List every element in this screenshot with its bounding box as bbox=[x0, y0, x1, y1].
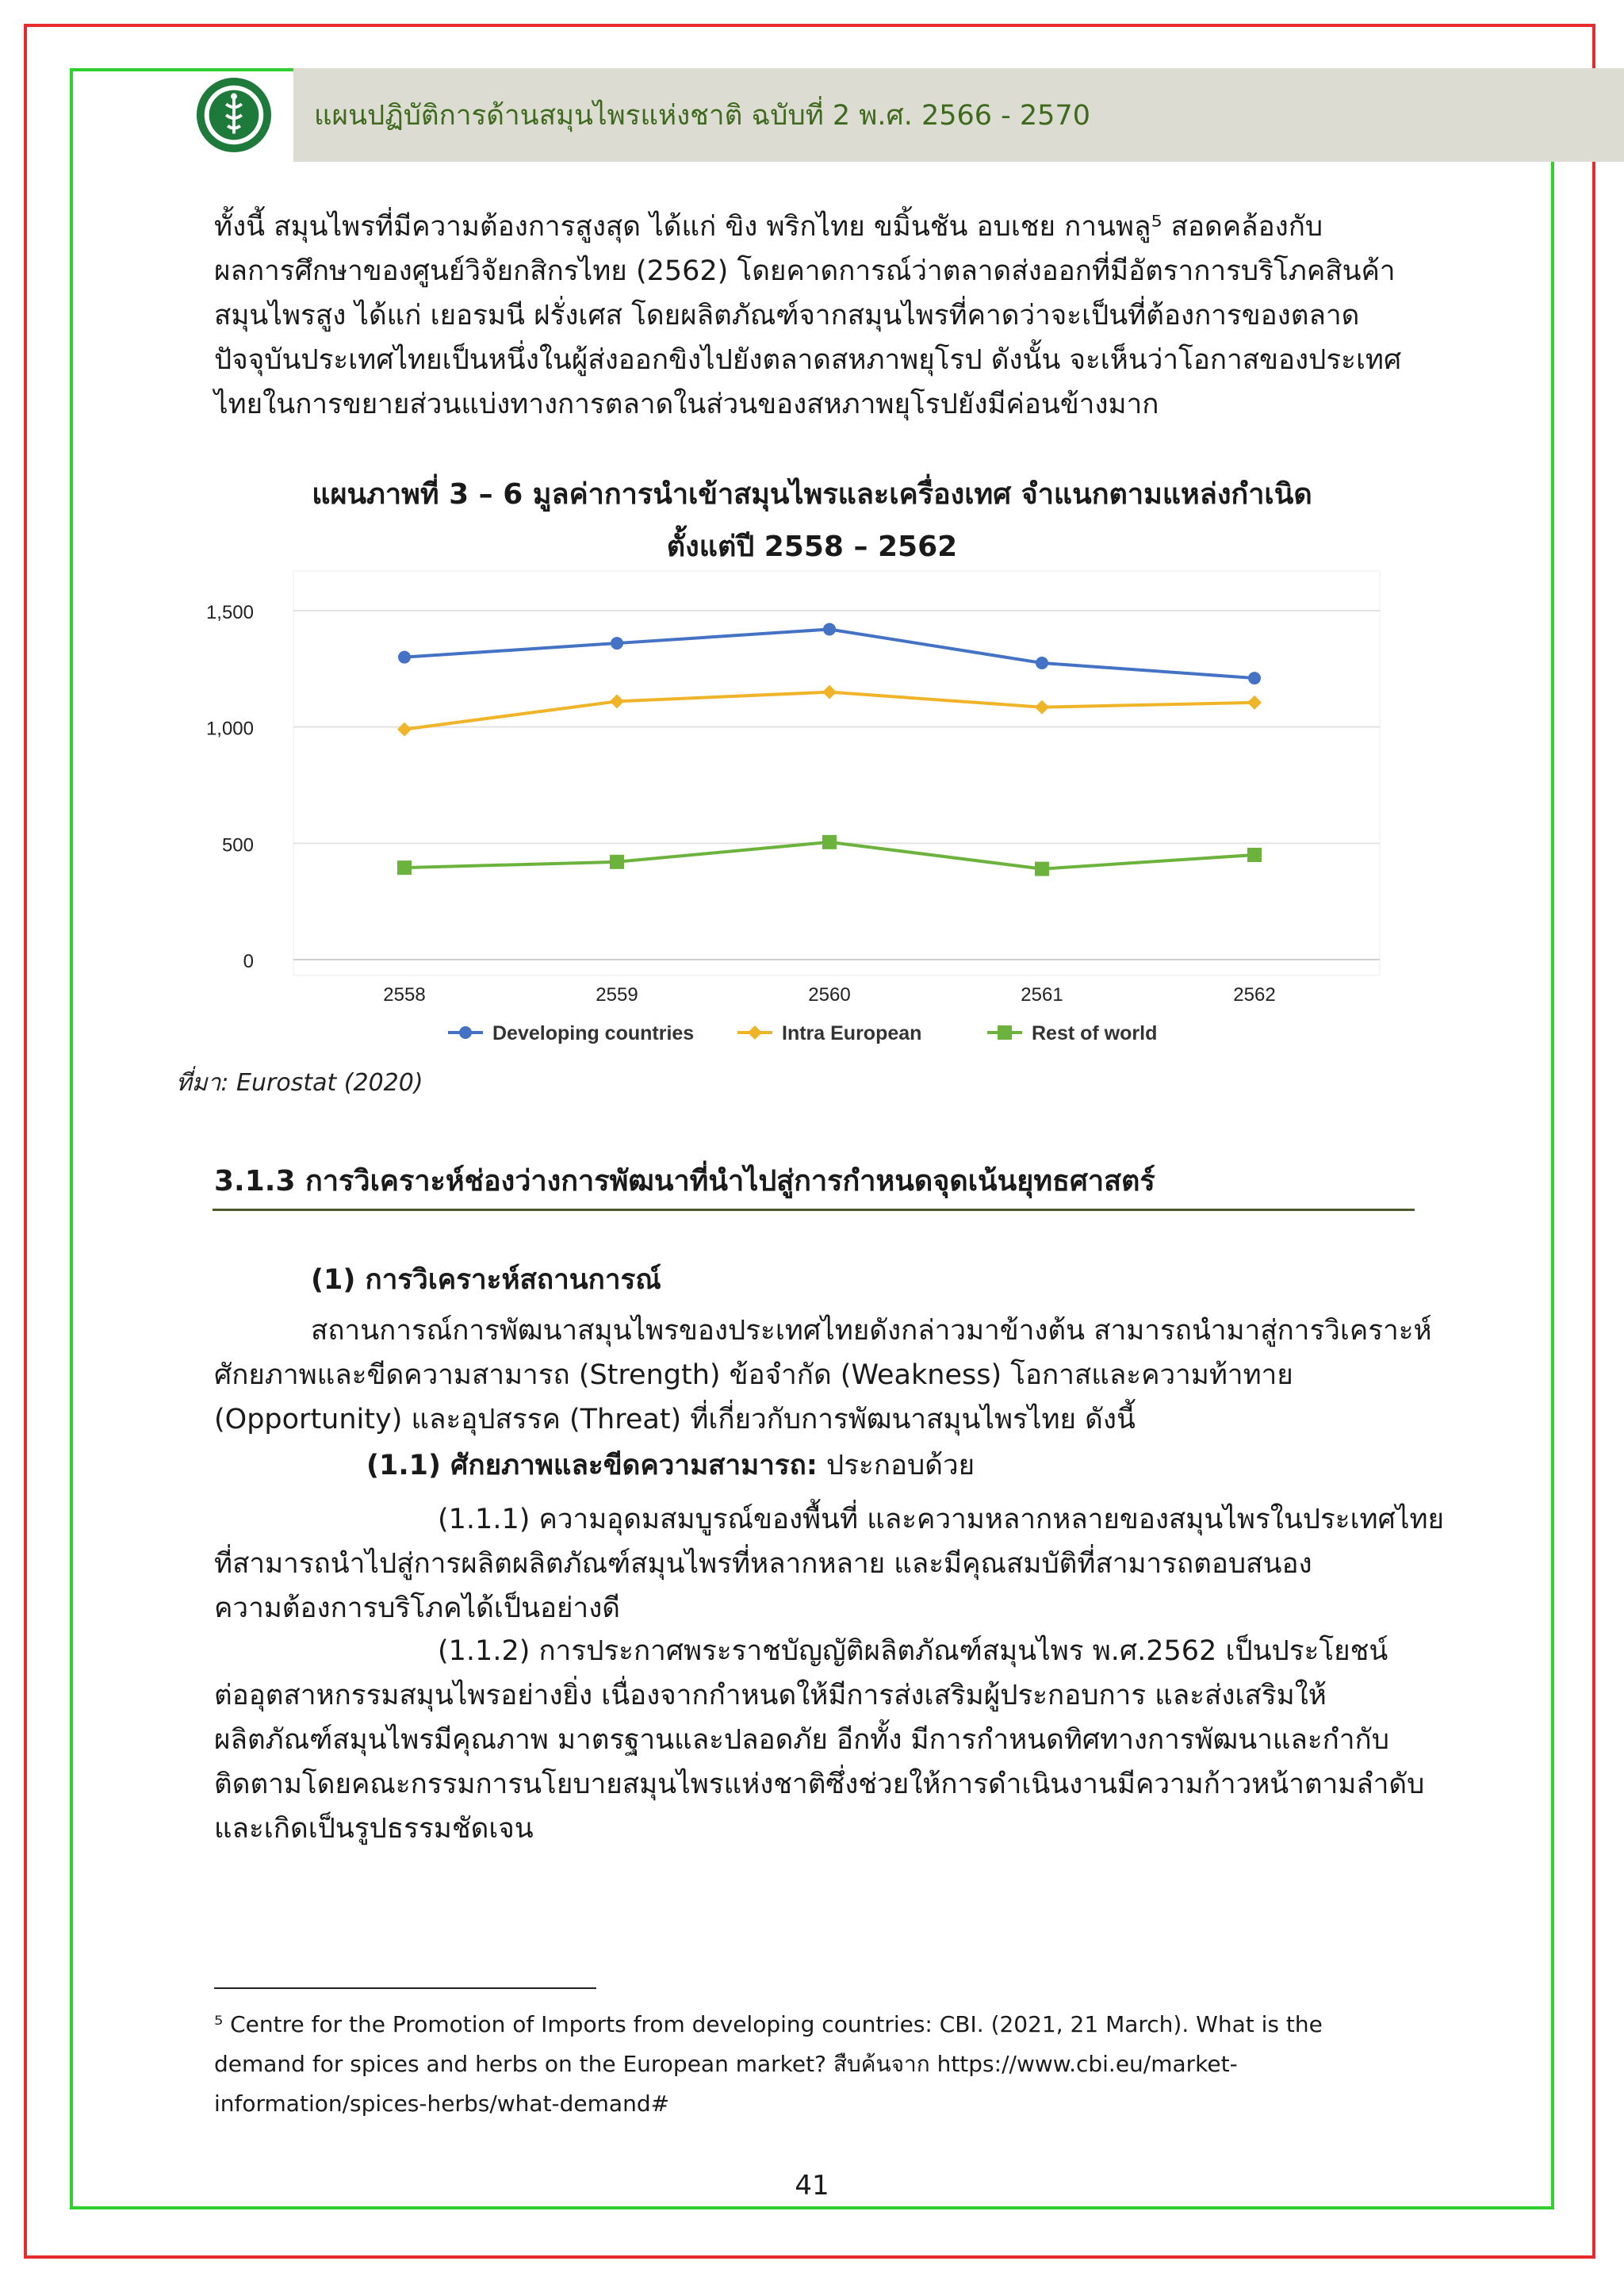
chart-x-tick-label: 2560 bbox=[808, 984, 851, 1006]
subsection-1-heading: (1) การวิเคราะห์สถานการณ์ bbox=[311, 1264, 661, 1296]
chart-point bbox=[398, 651, 411, 664]
chart-legend-label: Rest of world bbox=[1032, 1022, 1158, 1044]
subsection-1-1-label: (1.1) ศักยภาพและขีดความสามารถ: bbox=[366, 1450, 818, 1481]
chart-x-tick-label: 2562 bbox=[1233, 984, 1276, 1006]
chart-point bbox=[1035, 862, 1049, 876]
chart-point bbox=[1036, 657, 1048, 669]
p111-line: ที่สามารถนำไปสู่การผลิตผลิตภัณฑ์สมุนไพรที่หลากหลาย และมีคุณสมบัติที่สามารถตอบสนอง bbox=[214, 1548, 1312, 1580]
p112-line: ต่ออุตสาหกรรมสมุนไพรอย่างยิ่ง เนื่องจากกำหนดให้มีการส่งเสริมผู้ประกอบการ และส่งเสริมให้ bbox=[214, 1680, 1327, 1711]
chart-y-tick-label: 500 bbox=[221, 834, 254, 856]
section-divider bbox=[213, 1209, 1415, 1211]
intro-line: ทั้งนี้ สมุนไพรที่มีความต้องการสูงสุด ได้แก่ ขิง พริกไทย ขมิ้นชัน อบเชย กานพลู⁵ สอดคล้องกับ bbox=[214, 211, 1323, 243]
chart-caption-line2: ตั้งแต่ปี 2558 – 2562 bbox=[666, 531, 958, 563]
p111-line: (1.1.1) ความอุดมสมบูรณ์ของพื้นที่ และความหลากหลายของสมุนไพรในประเทศไทย bbox=[438, 1504, 1445, 1535]
chart-legend-label: Intra European bbox=[782, 1022, 922, 1044]
chart-point bbox=[823, 623, 836, 635]
chart-y-tick-label: 1,000 bbox=[205, 718, 254, 740]
footnote-line: demand for spices and herbs on the European market? สืบค้นจาก https://www.cbi.eu/market- bbox=[214, 2051, 1238, 2077]
p112-line: ผลิตภัณฑ์สมุนไพรมีคุณภาพ มาตรฐานและปลอดภัย อีกทั้ง มีการกำหนดทิศทางการพัฒนาและกำกับ bbox=[214, 1724, 1389, 1756]
intro-line: ผลการศึกษาของศูนย์วิจัยกสิกรไทย (2562) โดยคาดการณ์ว่าตลาดส่งออกที่มีอัตราการบริโภคสินค้า bbox=[214, 255, 1396, 287]
subsection-1-1-heading bbox=[366, 1443, 975, 1488]
chart-x-tick-label: 2558 bbox=[383, 984, 426, 1006]
import-value-line-chart bbox=[167, 563, 1388, 1055]
chart-legend-label: Developing countries bbox=[492, 1022, 695, 1044]
intro-line: ไทยในการขยายส่วนแบ่งทางการตลาดในส่วนของสหภาพยุโรปยังมีค่อนข้างมาก bbox=[214, 389, 1159, 420]
ministry-logo-icon bbox=[195, 76, 273, 154]
intro-line: ปัจจุบันประเทศไทยเป็นหนึ่งในผู้ส่งออกขิงไปยังตลาดสหภาพยุโรป ดังนั้น จะเห็นว่าโอกาสของประเทศ bbox=[214, 344, 1402, 376]
p112-line: (1.1.2) การประกาศพระราชบัญญัติผลิตภัณฑ์สมุนไพร พ.ศ.2562 เป็นประโยชน์ bbox=[438, 1635, 1388, 1667]
chart-point bbox=[459, 1026, 472, 1039]
chart-point bbox=[1248, 672, 1261, 684]
chart-caption-line1: แผนภาพที่ 3 – 6 มูลค่าการนำเข้าสมุนไพรและเครื่องเทศ จำแนกตามแหล่งกำเนิด bbox=[312, 478, 1312, 511]
intro-line: สมุนไพรสูง ได้แก่ เยอรมนี ฝรั่งเศส โดยผลิตภัณฑ์จากสมุนไพรที่คาดว่าจะเป็นที่ต้องการของตลาด bbox=[214, 300, 1360, 331]
sub1-line: ศักยภาพและขีดความสามารถ (Strength) ข้อจำกัด (Weakness) โอกาสและความท้าทาย bbox=[214, 1359, 1293, 1391]
chart-y-tick-label: 0 bbox=[243, 951, 254, 972]
footnote-divider bbox=[214, 1987, 596, 1989]
footnote-line: information/spices-herbs/what-demand# bbox=[214, 2090, 670, 2117]
sub1-line: สถานการณ์การพัฒนาสมุนไพรของประเทศไทยดังกล่าวมาข้างต้น สามารถนำมาสู่การวิเคราะห์ bbox=[311, 1315, 1432, 1347]
p111-line: ความต้องการบริโภคได้เป็นอย่างดี bbox=[214, 1592, 621, 1624]
footnote-line: ⁵ Centre for the Promotion of Imports from developing countries: CBI. (2021, 21 March). What is the bbox=[214, 2011, 1323, 2037]
subsection-1-1-suffix: ประกอบด้วย bbox=[817, 1450, 975, 1481]
chart-source: ที่มา: Eurostat (2020) bbox=[176, 1069, 423, 1097]
chart-point bbox=[1247, 848, 1262, 862]
sub1-line: (Opportunity) และอุปสรรค (Threat) ที่เกี่ยวกับการพัฒนาสมุนไพรไทย ดังนี้ bbox=[214, 1404, 1136, 1435]
chart-x-tick-label: 2561 bbox=[1021, 984, 1063, 1006]
chart-point bbox=[611, 637, 623, 650]
chart-point bbox=[998, 1025, 1012, 1040]
chart-point bbox=[397, 860, 412, 875]
p112-line: ติดตามโดยคณะกรรมการนโยบายสมุนไพรแห่งชาติซึ่งช่วยให้การดำเนินงานมีความก้าวหน้าตามลำดับ bbox=[214, 1769, 1425, 1800]
chart-y-tick-label: 1,500 bbox=[205, 602, 254, 623]
p112-line: และเกิดเป็นรูปธรรมชัดเจน bbox=[214, 1813, 534, 1845]
header-title: แผนปฏิบัติการด้านสมุนไพรแห่งชาติ ฉบับที่ 2 พ.ศ. 2566 - 2570 bbox=[314, 100, 1090, 132]
page-number: 41 bbox=[795, 2170, 829, 2202]
chart-point bbox=[748, 1025, 762, 1040]
section-heading: 3.1.3 การวิเคราะห์ช่องว่างการพัฒนาที่นำไปสู่การกำหนดจุดเน้นยุทธศาสตร์ bbox=[214, 1165, 1155, 1198]
chart-point bbox=[822, 835, 837, 849]
chart-point bbox=[610, 855, 624, 869]
chart-x-tick-label: 2559 bbox=[596, 984, 638, 1006]
